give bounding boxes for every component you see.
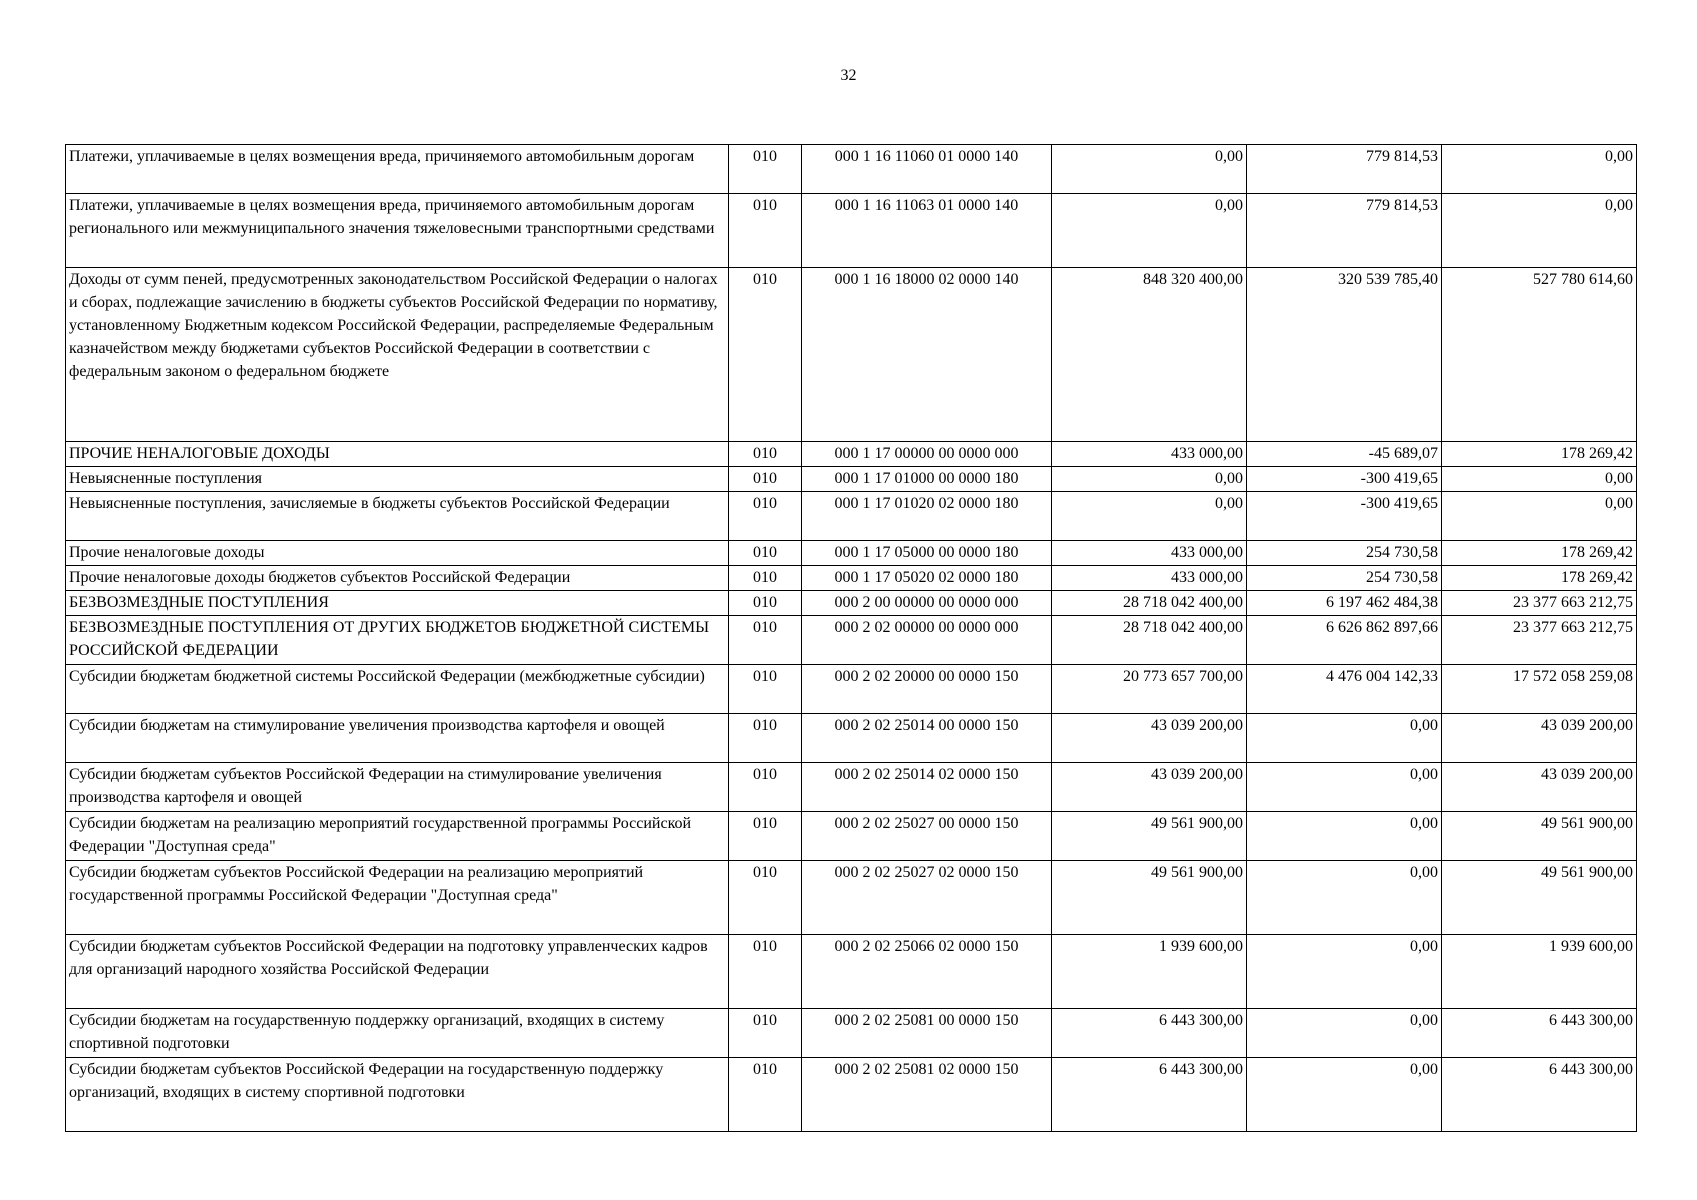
row-admin-code: 010 [729,442,802,467]
row-name: Невыясненные поступления, зачисляемые в бюджеты субъектов Российской Федерации [66,492,729,541]
row-name: Субсидии бюджетам на реализацию мероприятий государственной программы Российской Федерации "Доступная среда" [66,812,729,861]
row-admin-code: 010 [729,492,802,541]
row-name: Прочие неналоговые доходы [66,541,729,566]
row-value-2: 0,00 [1247,763,1442,812]
table-row [66,714,1637,763]
row-value-1: 433 000,00 [1052,566,1247,591]
table-row [66,268,1637,442]
row-name: БЕЗВОЗМЕЗДНЫЕ ПОСТУПЛЕНИЯ ОТ ДРУГИХ БЮДЖЕТОВ БЮДЖЕТНОЙ СИСТЕМЫ РОССИЙСКОЙ ФЕДЕРАЦИИ [66,616,729,665]
table-row [66,935,1637,1009]
row-name: Субсидии бюджетам на государственную поддержку организаций, входящих в систему спортивной подготовки [66,1009,729,1058]
row-value-1: 28 718 042 400,00 [1052,616,1247,665]
row-admin-code: 010 [729,665,802,714]
row-admin-code: 010 [729,145,802,194]
row-value-1: 20 773 657 700,00 [1052,665,1247,714]
table-row [66,665,1637,714]
row-admin-code: 010 [729,268,802,442]
row-value-2: 0,00 [1247,1058,1442,1132]
row-name: ПРОЧИЕ НЕНАЛОГОВЫЕ ДОХОДЫ [66,442,729,467]
row-budget-code: 000 2 02 20000 00 0000 150 [802,665,1052,714]
row-value-2: 254 730,58 [1247,541,1442,566]
row-budget-code: 000 1 17 01020 02 0000 180 [802,492,1052,541]
row-value-3: 43 039 200,00 [1442,714,1637,763]
table-row [66,591,1637,616]
row-value-2: 6 197 462 484,38 [1247,591,1442,616]
row-value-1: 43 039 200,00 [1052,714,1247,763]
row-value-2: 0,00 [1247,714,1442,763]
row-value-1: 848 320 400,00 [1052,268,1247,442]
row-value-1: 49 561 900,00 [1052,812,1247,861]
row-value-1: 433 000,00 [1052,442,1247,467]
table-row [66,616,1637,665]
row-admin-code: 010 [729,467,802,492]
row-value-3: 49 561 900,00 [1442,861,1637,935]
row-value-1: 28 718 042 400,00 [1052,591,1247,616]
row-name: Доходы от сумм пеней, предусмотренных законодательством Российской Федерации о налогах и сборах, подлежащие зачислению в бюджеты субъектов Российской Федерации по нормативу, установленному Бюджетным кодексом Российской Федерации, распределяемые Федеральным казначейством между бюджетами субъектов Российской Федерации в соответствии с федеральным законом о федеральном бюджете [66,268,729,442]
table-row [66,541,1637,566]
row-budget-code: 000 1 17 01000 00 0000 180 [802,467,1052,492]
row-admin-code: 010 [729,566,802,591]
row-value-3: 23 377 663 212,75 [1442,616,1637,665]
row-value-3: 1 939 600,00 [1442,935,1637,1009]
row-value-3: 178 269,42 [1442,541,1637,566]
row-value-3: 0,00 [1442,467,1637,492]
row-value-2: 0,00 [1247,812,1442,861]
row-value-2: -300 419,65 [1247,492,1442,541]
row-value-2: 254 730,58 [1247,566,1442,591]
row-budget-code: 000 1 17 00000 00 0000 000 [802,442,1052,467]
row-value-1: 0,00 [1052,194,1247,268]
row-admin-code: 010 [729,1058,802,1132]
row-value-1: 49 561 900,00 [1052,861,1247,935]
row-admin-code: 010 [729,194,802,268]
row-admin-code: 010 [729,714,802,763]
table-row [66,492,1637,541]
row-value-3: 0,00 [1442,194,1637,268]
row-name: Прочие неналоговые доходы бюджетов субъектов Российской Федерации [66,566,729,591]
row-value-2: 6 626 862 897,66 [1247,616,1442,665]
row-budget-code: 000 1 17 05020 02 0000 180 [802,566,1052,591]
row-name: Субсидии бюджетам на стимулирование увеличения производства картофеля и овощей [66,714,729,763]
row-value-3: 6 443 300,00 [1442,1009,1637,1058]
row-value-2: 320 539 785,40 [1247,268,1442,442]
row-value-3: 0,00 [1442,492,1637,541]
row-value-2: -45 689,07 [1247,442,1442,467]
table-row [66,194,1637,268]
row-name: Платежи, уплачиваемые в целях возмещения вреда, причиняемого автомобильным дорогам регионального или межмуниципального значения тяжеловесными транспортными средствами [66,194,729,268]
row-admin-code: 010 [729,763,802,812]
table-row [66,1009,1637,1058]
row-budget-code: 000 1 16 11060 01 0000 140 [802,145,1052,194]
row-value-3: 178 269,42 [1442,442,1637,467]
row-admin-code: 010 [729,812,802,861]
row-value-3: 6 443 300,00 [1442,1058,1637,1132]
row-value-3: 17 572 058 259,08 [1442,665,1637,714]
row-budget-code: 000 2 02 25014 02 0000 150 [802,763,1052,812]
row-name: Субсидии бюджетам субъектов Российской Федерации на стимулирование увеличения производства картофеля и овощей [66,763,729,812]
row-value-1: 1 939 600,00 [1052,935,1247,1009]
row-value-2: 779 814,53 [1247,194,1442,268]
row-budget-code: 000 2 02 25081 02 0000 150 [802,1058,1052,1132]
row-name: Субсидии бюджетам субъектов Российской Федерации на реализацию мероприятий государственной программы Российской Федерации "Доступная среда" [66,861,729,935]
row-value-1: 6 443 300,00 [1052,1009,1247,1058]
row-admin-code: 010 [729,861,802,935]
row-value-2: 779 814,53 [1247,145,1442,194]
row-value-3: 0,00 [1442,145,1637,194]
row-value-2: -300 419,65 [1247,467,1442,492]
row-value-1: 0,00 [1052,145,1247,194]
row-value-2: 0,00 [1247,861,1442,935]
table-row [66,812,1637,861]
row-admin-code: 010 [729,1009,802,1058]
row-admin-code: 010 [729,935,802,1009]
row-value-3: 43 039 200,00 [1442,763,1637,812]
row-name: БЕЗВОЗМЕЗДНЫЕ ПОСТУПЛЕНИЯ [66,591,729,616]
table-row [66,145,1637,194]
row-budget-code: 000 1 17 05000 00 0000 180 [802,541,1052,566]
table-row [66,1058,1637,1132]
table-row [66,861,1637,935]
row-budget-code: 000 1 16 11063 01 0000 140 [802,194,1052,268]
table-row [66,467,1637,492]
row-value-2: 4 476 004 142,33 [1247,665,1442,714]
row-name: Невыясненные поступления [66,467,729,492]
row-admin-code: 010 [729,591,802,616]
row-value-1: 0,00 [1052,467,1247,492]
page-number: 32 [840,67,857,84]
row-value-2: 0,00 [1247,935,1442,1009]
row-budget-code: 000 2 00 00000 00 0000 000 [802,591,1052,616]
row-admin-code: 010 [729,616,802,665]
row-value-1: 0,00 [1052,492,1247,541]
row-admin-code: 010 [729,541,802,566]
row-value-3: 527 780 614,60 [1442,268,1637,442]
budget-revenue-table [65,144,1637,1132]
row-value-2: 0,00 [1247,1009,1442,1058]
row-name: Субсидии бюджетам субъектов Российской Федерации на подготовку управленческих кадров для организаций народного хозяйства Российской Федерации [66,935,729,1009]
table-row [66,763,1637,812]
table-row [66,442,1637,467]
row-name: Субсидии бюджетам субъектов Российской Федерации на государственную поддержку организаций, входящих в систему спортивной подготовки [66,1058,729,1132]
row-value-3: 178 269,42 [1442,566,1637,591]
row-budget-code: 000 2 02 25027 02 0000 150 [802,861,1052,935]
row-budget-code: 000 2 02 25081 00 0000 150 [802,1009,1052,1058]
row-budget-code: 000 1 16 18000 02 0000 140 [802,268,1052,442]
row-value-1: 43 039 200,00 [1052,763,1247,812]
row-budget-code: 000 2 02 25027 00 0000 150 [802,812,1052,861]
row-name: Субсидии бюджетам бюджетной системы Российской Федерации (межбюджетные субсидии) [66,665,729,714]
row-value-1: 433 000,00 [1052,541,1247,566]
row-value-3: 23 377 663 212,75 [1442,591,1637,616]
row-value-1: 6 443 300,00 [1052,1058,1247,1132]
row-name: Платежи, уплачиваемые в целях возмещения вреда, причиняемого автомобильным дорогам [66,145,729,194]
table-row [66,566,1637,591]
row-budget-code: 000 2 02 25066 02 0000 150 [802,935,1052,1009]
row-value-3: 49 561 900,00 [1442,812,1637,861]
row-budget-code: 000 2 02 25014 00 0000 150 [802,714,1052,763]
row-budget-code: 000 2 02 00000 00 0000 000 [802,616,1052,665]
